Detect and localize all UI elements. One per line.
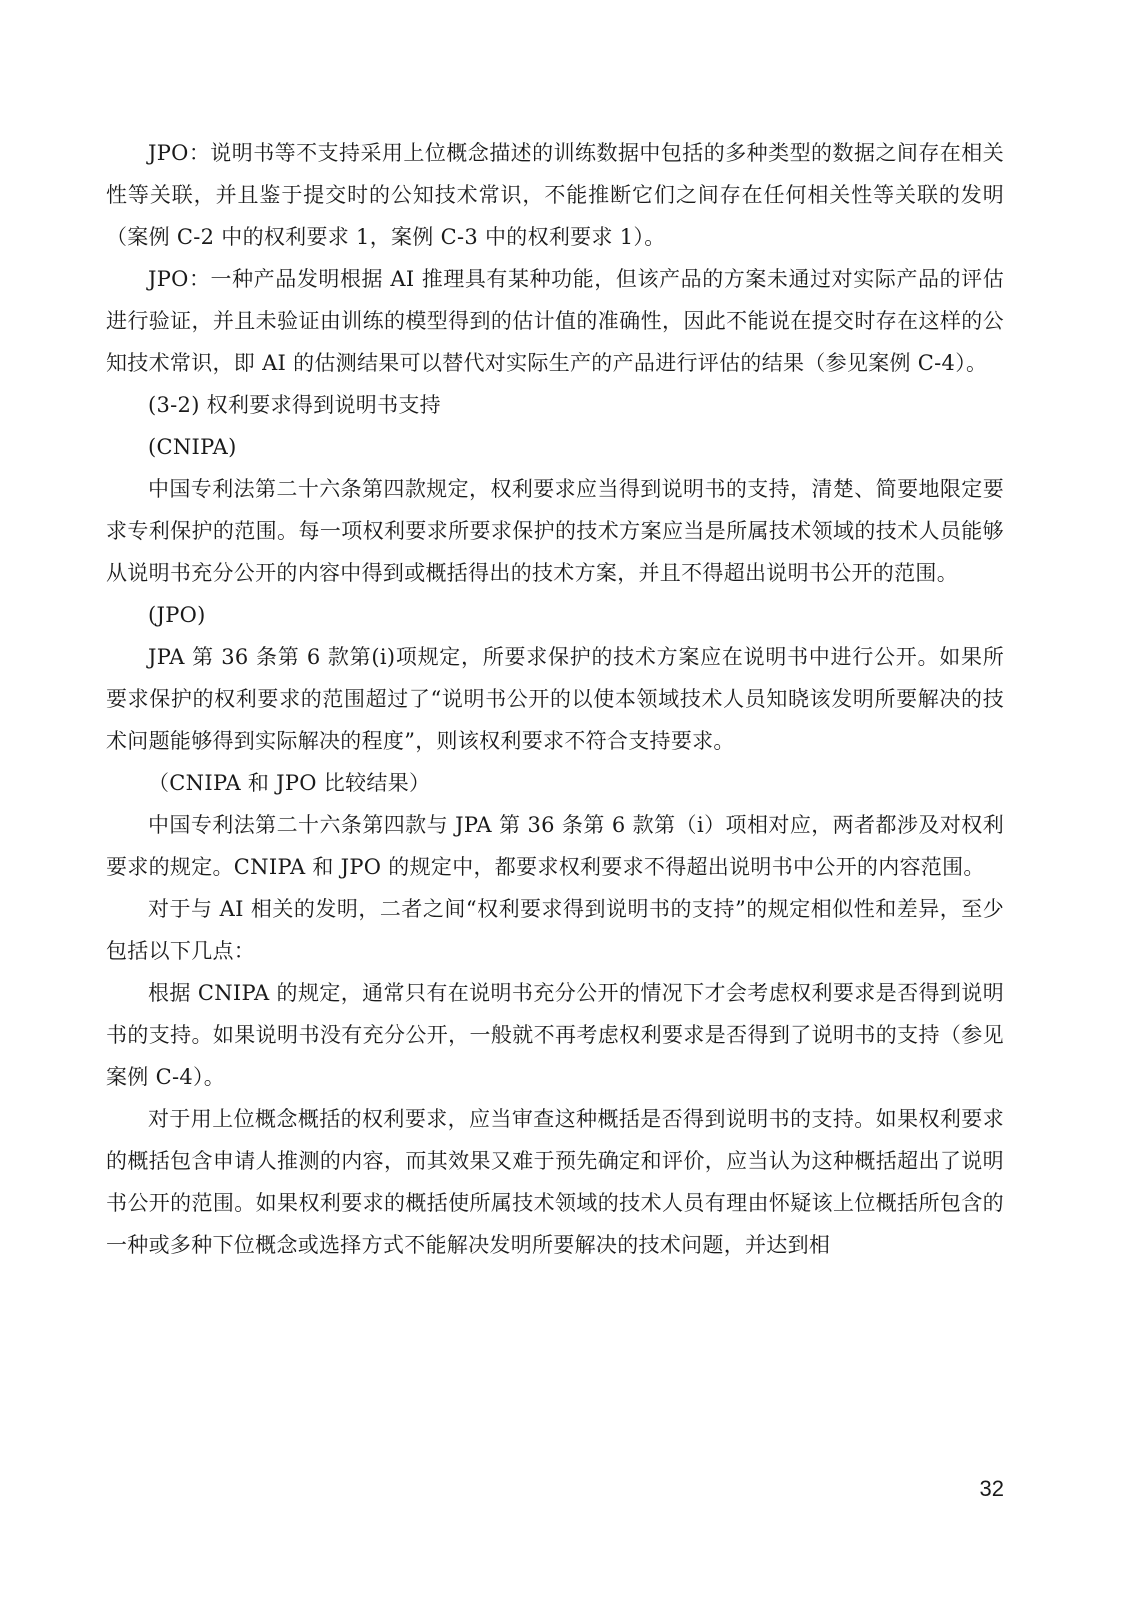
paragraph-cnipa-article-26: 中国专利法第二十六条第四款规定，权利要求应当得到说明书的支持，清楚、简要地限定要求专利保护的范围。每一项权利要求所要求保护的技术方案应当是所属技术领域的技术人员能够从说明书充分公开的内容中得到或概括得出的技术方案，并且不得超出说明书公开的范围。 [106,477,1004,585]
paragraph-jpo-ai-inference: JPO：一种产品发明根据 AI 推理具有某种功能，但该产品的方案未通过对实际产品的评估进行验证，并且未验证由训练的模型得到的估计值的准确性，因此不能说在提交时存在这样的公知技术常识，即 AI 的估测结果可以替代对实际生产的产品进行评估的结果（参见案例 C-4）。 [106,267,1004,375]
document-body [106,132,1004,1266]
paragraph-jpo-correlation: JPO：说明书等不支持采用上位概念描述的训练数据中包括的多种类型的数据之间存在相关性等关联，并且鉴于提交时的公知技术常识，不能推断它们之间存在任何相关性等关联的发明（案例 C-2 中的权利要求 1，案例 C-3 中的权利要求 1）。 [106,141,1004,249]
paragraph-ai-differences-intro: 对于与 AI 相关的发明，二者之间“权利要求得到说明书的支持”的规定相似性和差异，至少包括以下几点： [106,897,1004,963]
paragraph-cnipa-sufficiency: 根据 CNIPA 的规定，通常只有在说明书充分公开的情况下才会考虑权利要求是否得到说明书的支持。如果说明书没有充分公开，一般就不再考虑权利要求是否得到了说明书的支持（参见案例 C-4）。 [106,981,1004,1089]
paragraph-comparison-correspondence: 中国专利法第二十六条第四款与 JPA 第 36 条第 6 款第（i）项相对应，两者都涉及对权利要求的规定。CNIPA 和 JPO 的规定中，都要求权利要求不得超出说明书中公开的内容范围。 [106,813,1004,879]
subheading-cnipa: (CNIPA) [148,435,237,459]
paragraph-jpa-article-36: JPA 第 36 条第 6 款第(i)项规定，所要求保护的技术方案应在说明书中进行公开。如果所要求保护的权利要求的范围超过了“说明书公开的以使本领域技术人员知晓该发明所要解决的技术问题能够得到实际解决的程度”，则该权利要求不符合支持要求。 [106,645,1004,753]
paragraph-generic-concept: 对于用上位概念概括的权利要求，应当审查这种概括是否得到说明书的支持。如果权利要求的概括包含申请人推测的内容，而其效果又难于预先确定和评价，应当认为这种概括超出了说明书公开的范围。如果权利要求的概括使所属技术领域的技术人员有理由怀疑该上位概括所包含的一种或多种下位概念或选择方式不能解决发明所要解决的技术问题，并达到相 [106,1107,1004,1257]
page-number: 32 [979,1476,1004,1501]
section-heading-3-2: (3-2) 权利要求得到说明书支持 [148,393,441,417]
subheading-comparison: （CNIPA 和 JPO 比较结果） [148,771,431,795]
subheading-jpo: (JPO) [148,603,206,627]
